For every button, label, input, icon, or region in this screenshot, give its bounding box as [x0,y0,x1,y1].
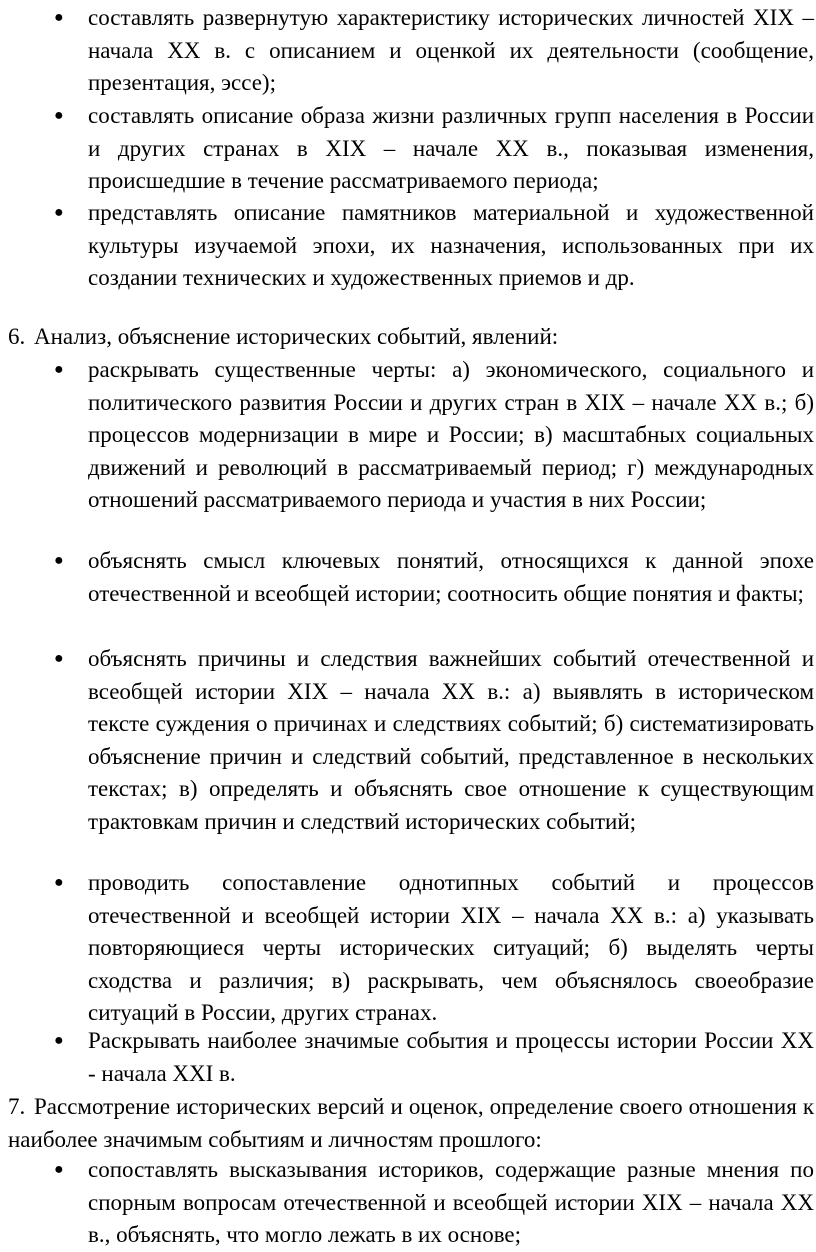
list-item-text: объяснять смысл ключевых понятий, относящихся к данной эпохе отечественной и всеобщей истории; соотносить общие понятия и факты; [88,548,814,606]
list-item-text: составлять описание образа жизни различных групп населения в России и других странах в XIX – начале XX в., показывая изменения, происшедшие в течение рассматриваемого периода; [88,103,814,194]
list-item-text: представлять описание памятников материальной и художественной культуры изучаемой эпохи, их назначения, использованных при их создании технических и художественных приемов и др. [88,200,814,291]
section-title: Рассмотрение исторических версий и оценок, определение своего отношения к наиболее значимым событиям и личностям прошлого: [8,1094,814,1152]
list-item-text: Раскрывать наиболее значимые события и процессы истории России XX - начала XXI в. [88,1028,814,1086]
bullet-icon: ● [54,650,64,667]
bullet-icon: ● [54,874,64,891]
bullet-icon: ● [54,1161,64,1178]
bullet-icon: ● [54,9,64,26]
list-item-text: раскрывать существенные черты: а) экономического, социального и политического развития России и других стран в XIX – начале XX в.; б) процессов модернизации в мире и России; в) масштабных социальных движений и революций в рассматриваемый период; г) международных отношений рассматриваемого периода и участия в них России; [88,357,814,513]
section-heading-7 [8,1091,814,1156]
bullet-icon: ● [54,107,64,124]
list-item-text: объяснять причины и следствия важнейших событий отечественной и всеобщей истории XIX – начала XX в.: а) выявлять в историческом тексте суждения о причинах и следствиях событий; б) систематизировать объяснение причин и следствий событий, представленное в нескольких текстах; в) определять и объяснять свое отношение к существующим трактовкам причин и следствий исторических событий; [88,646,814,834]
list-item-text: проводить сопоставление однотипных событий и процессов отечественной и всеобщей истории XIX – начала XX в.: а) указывать повторяющиеся черты исторических ситуаций; б) выделять черты сходства и различия; в) раскрывать, чем объяснялось своеобразие ситуаций в России, других странах. [88,870,814,1026]
bullet-icon: ● [54,361,64,378]
bullet-icon: ● [54,1032,64,1049]
list-item-text: сопоставлять высказывания историков, содержащие разные мнения по спорным вопросам отечественной и всеобщей истории XIX – начала XX в., объяснять, что могло лежать в их основе; [88,1157,814,1248]
list-item-text: составлять развернутую характеристику исторических личностей XIX – начала XX в. с описанием и оценкой их деятельности (сообщение, презентация, эссе); [88,5,814,96]
section-heading-6 [8,321,814,354]
section-title: Анализ, объяснение исторических событий, явлений: [34,324,559,349]
section-number: 7. [8,1094,26,1119]
bullet-icon: ● [54,552,64,569]
section-number: 6. [8,324,26,349]
bullet-icon: ● [54,204,64,221]
